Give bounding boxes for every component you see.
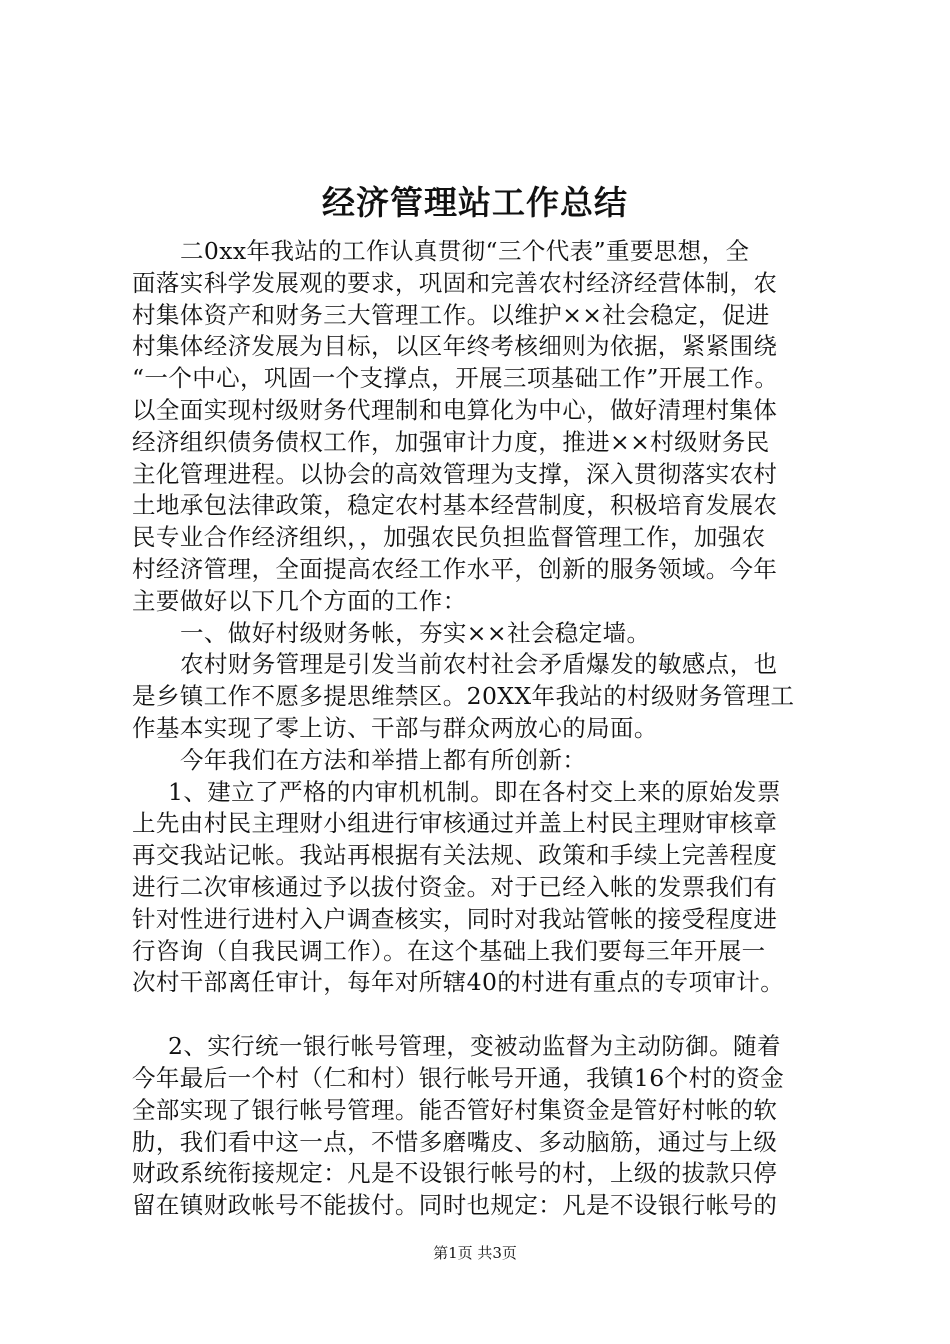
list-item: 2、实行统一银行帐号管理，变被动监督为主动防御。随着	[168, 1032, 781, 1061]
text-line: 作基本实现了零上访、干部与群众两放心的局面。	[132, 713, 658, 742]
text-line: 主化管理进程。以协会的高效管理为支撑，深入贯彻落实农村	[132, 459, 778, 488]
text-line: 行咨询（自我民调工作）。在这个基础上我们要每三年开展一	[132, 936, 766, 965]
document-body	[132, 236, 832, 1222]
text-line: 民专业合作经济组织，，加强农民负担监督管理工作，加强农	[132, 523, 766, 552]
text-line: 财政系统衔接规定：凡是不设银行帐号的村，上级的拔款只停	[132, 1159, 778, 1188]
text-line: 肋，我们看中这一点，不惜多磨嘴皮、多动脑筋，通过与上级	[132, 1127, 778, 1156]
text-line: 次村干部离任审计，每年对所辖40的村进有重点的专项审计。	[132, 968, 785, 997]
text-line: 农村财务管理是引发当前农村社会矛盾爆发的敏感点，也	[180, 650, 778, 679]
text-line: 主要做好以下几个方面的工作：	[132, 586, 467, 615]
list-item: 1、建立了严格的内审机机制。即在各村交上来的原始发票	[168, 777, 781, 806]
text-line: 村经济管理，全面提高农经工作水平，创新的服务领域。今年	[132, 554, 778, 583]
text-line: 是乡镇工作不愿多提思维禁区。20XX年我站的村级财务管理工	[132, 682, 795, 711]
paragraph-gap	[132, 999, 832, 1031]
text-line: 以全面实现村级财务代理制和电算化为中心，做好清理村集体	[132, 395, 778, 424]
text-line: 今年最后一个村（仁和村）银行帐号开通，我镇16个村的资金	[132, 1063, 785, 1092]
text-line: 面落实科学发展观的要求，巩固和完善农村经济经营体制，农	[132, 268, 778, 297]
document-title: 经济管理站工作总结	[322, 183, 628, 222]
text-line: 留在镇财政帐号不能拔付。同时也规定：凡是不设银行帐号的	[132, 1191, 778, 1220]
text-line: 村集体资产和财务三大管理工作。以维护××社会稳定，促进	[132, 300, 770, 329]
text-line: 今年我们在方法和举措上都有所创新：	[180, 745, 587, 774]
text-line: 上先由村民主理财小组进行审核通过并盖上村民主理财审核章	[132, 809, 778, 838]
text-line: 全部实现了银行帐号管理。能否管好村集资金是管好村帐的软	[132, 1095, 778, 1124]
text-line: 针对性进行进村入户调查核实，同时对我站管帐的接受程度进	[132, 904, 778, 933]
text-line: 经济组织债务债权工作，加强审计力度，推进××村级财务民	[132, 427, 770, 456]
text-line: 土地承包法律政策，稳定农村基本经营制度，积极培育发展农	[132, 491, 778, 520]
text-line: 进行二次审核通过予以拔付资金。对于已经入帐的发票我们有	[132, 872, 778, 901]
page-footer: 第1页 共3页	[433, 1244, 517, 1262]
text-line: “一个中心，巩固一个支撑点，开展三项基础工作”开展工作。	[132, 364, 779, 393]
section-heading: 一、做好村级财务帐，夯实××社会稳定墙。	[180, 618, 651, 647]
text-line: 再交我站记帐。我站再根据有关法规、政策和手续上完善程度	[132, 841, 778, 870]
text-line: 二0xx年我站的工作认真贯彻“三个代表”重要思想，全	[180, 237, 750, 265]
text-line: 村集体经济发展为目标，以区年终考核细则为依据，紧紧围绕	[132, 332, 778, 361]
